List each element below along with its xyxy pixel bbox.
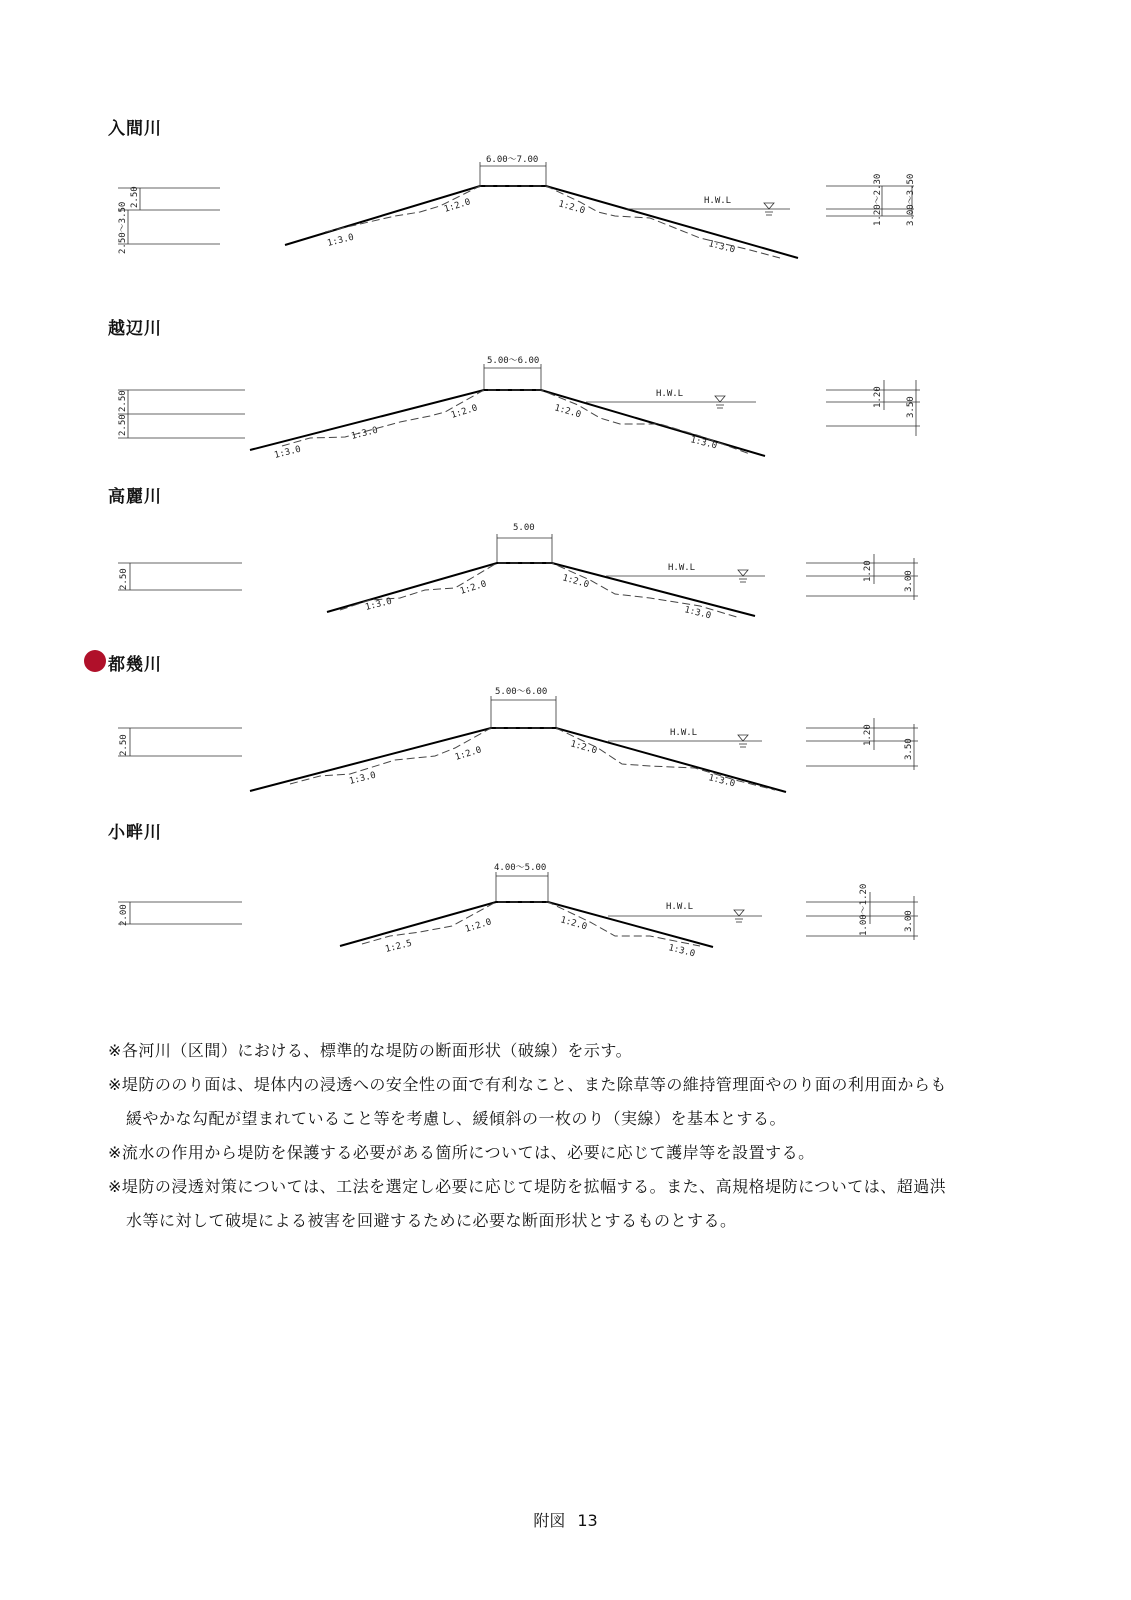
slope-label-right-inner: 1:2.0 [553,403,582,421]
crest-width-label: 5.00～6.00 [495,687,548,697]
slope-label-right-outer: 1:3.0 [667,943,696,960]
dashed-profile [362,902,700,946]
slope-label-right-inner: 1:2.0 [559,915,588,933]
page-footer [0,1508,1131,1531]
crest-width-label: 6.00～7.00 [486,155,539,165]
left-dimension-group [118,563,242,590]
page-number: 13 [577,1511,598,1530]
crest-dimension [491,696,556,728]
note-line: ※堤防ののり面は、堤体内の浸透への安全性の面で有利なこと、また除草等の維持管理面やのり面の利用面からも [108,1075,947,1094]
highlight-marker-icon [84,650,106,672]
slope-label-left-outer: 1:3.0 [326,232,356,249]
slope-label-left-inner: 1:2.0 [442,197,472,215]
left-dim-2: 2.50～3.50 [118,201,128,254]
right-dimension-group [826,186,914,216]
left-dim-1: 2.50 [118,390,128,412]
section-title: 小畔川 [108,823,162,843]
hwl-label: H.W.L [656,389,684,399]
note-line: 水等に対して破堤による被害を回避するために必要な断面形状とするものとする。 [126,1211,737,1230]
section-title: 越辺川 [108,319,162,339]
dike-cross-section-4 [0,684,1131,804]
left-dim-2: 2.50 [118,414,128,436]
crest-dimension [484,364,541,390]
figure-label: 附図 [533,1511,566,1530]
slope-label-left-inner: 1:2.0 [453,745,483,763]
slope-label-right-inner: 1:2.0 [569,739,598,757]
slope-label-left-mid: 1:3.0 [350,425,380,442]
left-dim-1: 2.50 [119,568,129,590]
right-dim-1: 1.00～1.20 [859,883,869,936]
left-dimension-group [118,728,242,756]
hwl-label: H.W.L [670,728,698,738]
left-dim-1: 2.50 [119,734,129,756]
slope-label-left-outer: 1:2.5 [384,938,414,955]
note-line: ※各河川（区間）における、標準的な堤防の断面形状（破線）を示す。 [108,1041,633,1060]
section-title: 高麗川 [108,487,162,507]
right-dim-1: 1.20 [863,560,873,582]
hwl-label: H.W.L [704,196,732,206]
solid-profile [340,902,713,947]
crest-width-label: 4.00～5.00 [494,863,547,873]
right-dim-2: 3.00 [904,570,914,592]
right-dimension-group [806,718,918,770]
crest-width-label: 5.00～6.00 [487,356,540,366]
note-line: ※堤防の浸透対策については、工法を選定し必要に応じて堤防を拡幅する。また、高規格堤防については、超過洪 [108,1177,947,1196]
slope-label-left-outer: 1:3.0 [273,444,303,461]
right-dim-1: 1.20 [873,386,883,408]
right-dim-2: 3.00～3.50 [906,173,916,226]
slope-label-right-outer: 1:3.0 [707,239,736,256]
crest-width-label: 5.00 [513,523,535,533]
right-dim-1: 1.20～2.30 [873,173,883,226]
solid-profile [250,728,786,792]
crest-dimension [496,872,548,902]
slope-label-right-outer: 1:3.0 [707,773,736,790]
slope-label-left-inner: 1:2.0 [458,579,488,597]
right-dim-2: 3.00 [904,910,914,932]
dike-cross-section-2 [0,350,1131,460]
left-dimension-group [118,390,245,438]
slope-label-left-inner: 1:2.0 [449,403,479,421]
right-dim-2: 3.50 [904,738,914,760]
dike-cross-section-5 [0,856,1131,966]
left-dimension-group [118,902,242,924]
solid-profile [250,390,765,456]
slope-label-right-inner: 1:2.0 [557,199,586,217]
section-title: 入間川 [108,119,162,139]
dike-cross-section-1 [0,150,1131,270]
slope-label-left-outer: 1:3.0 [348,770,378,787]
crest-dimension [497,534,552,563]
slope-label-left-outer: 1:3.0 [364,596,394,613]
right-dim-1: 1.20 [863,724,873,746]
section-title: 都幾川 [108,655,162,675]
slope-label-left-inner: 1:2.0 [463,917,493,935]
note-line: ※流水の作用から堤防を保護する必要がある箇所については、必要に応じて護岸等を設置する。 [108,1143,815,1162]
crest-dimension [480,162,546,186]
hwl-label: H.W.L [668,563,696,573]
slope-label-right-inner: 1:2.0 [561,573,590,591]
right-dim-2: 3.50 [906,396,916,418]
slope-label-right-outer: 1:3.0 [689,435,718,452]
note-line: 緩やかな勾配が望まれていること等を考慮し、緩傾斜の一枚のり（実線）を基本とする。 [126,1109,787,1128]
slope-label-right-outer: 1:3.0 [683,605,712,622]
notes-block [108,1034,1098,1238]
dashed-profile [282,390,750,454]
left-dim-1: 2.00 [119,904,129,926]
left-dim-1: 2.50 [130,186,140,208]
right-dimension-group [806,554,918,600]
hwl-label: H.W.L [666,902,694,912]
dike-cross-section-3 [0,518,1131,628]
